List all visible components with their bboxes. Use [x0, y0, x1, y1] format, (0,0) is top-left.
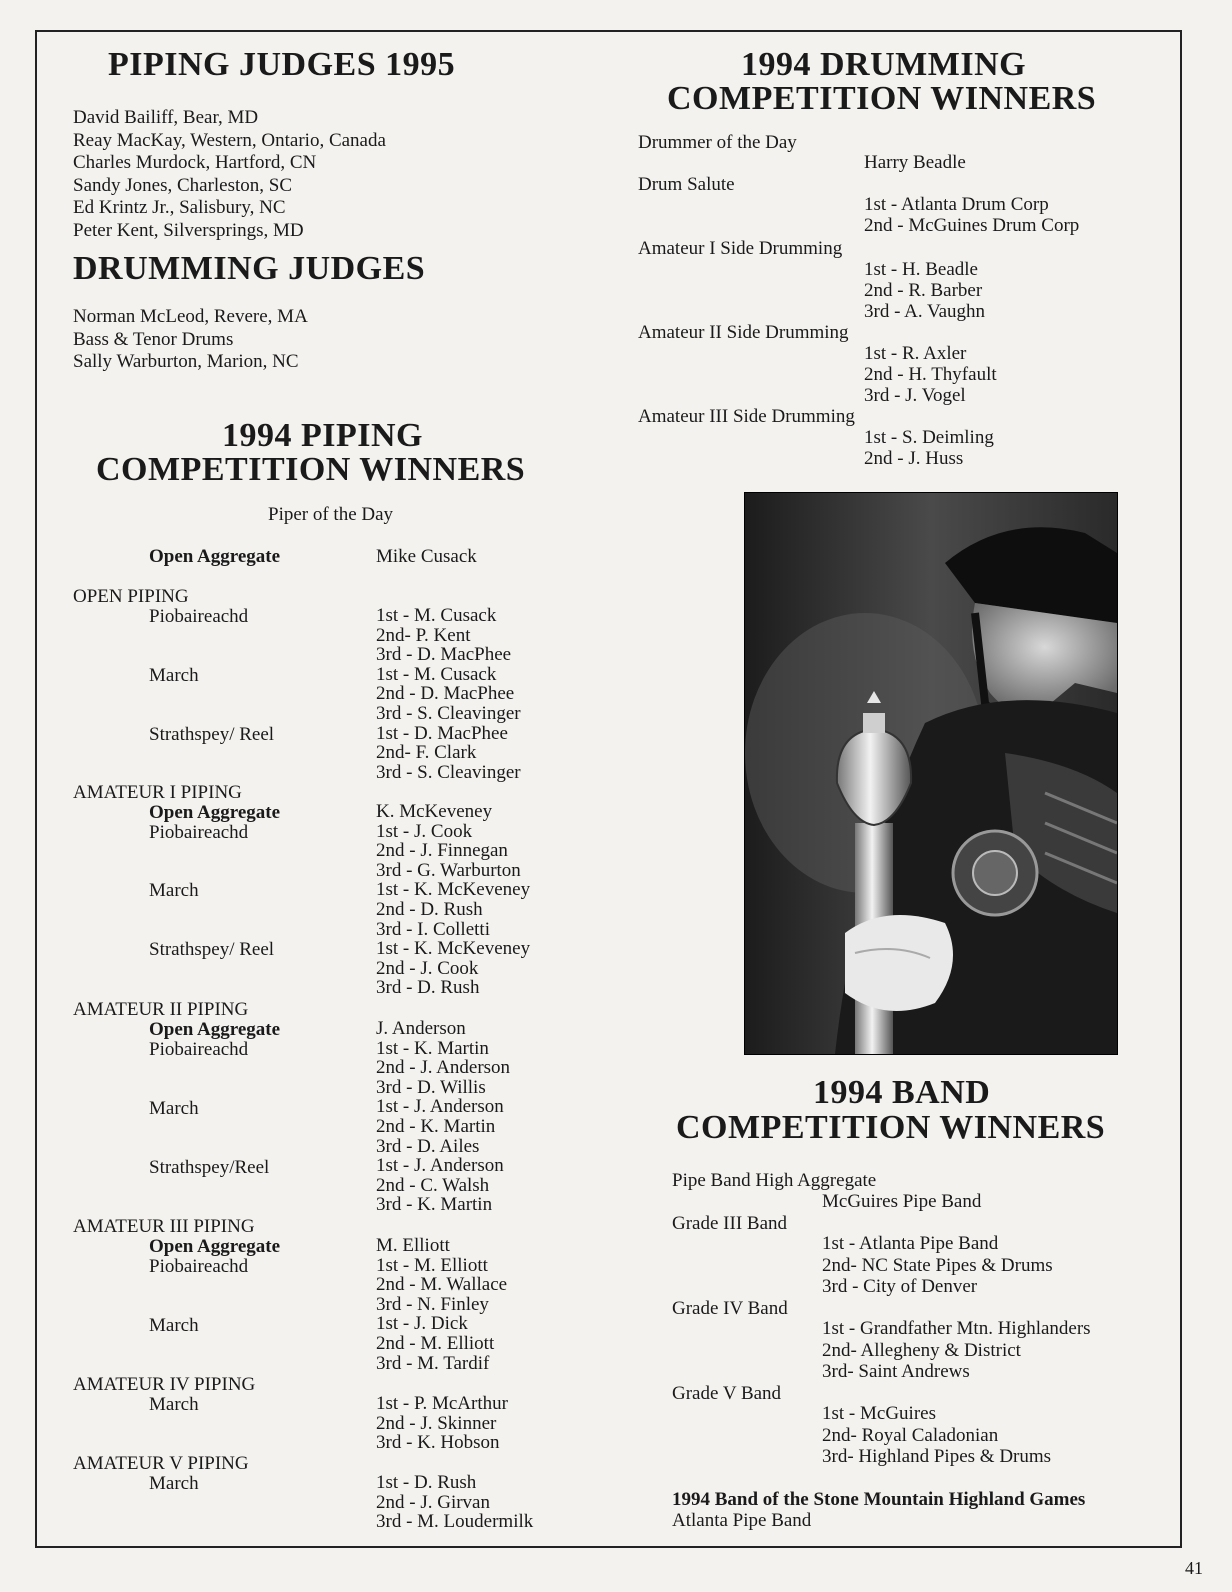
judge-name: David Bailiff, Bear, MD [73, 107, 259, 128]
result-item: 3rd - City of Denver [822, 1276, 978, 1297]
result-item: 3rd - M. Loudermilk [376, 1511, 534, 1533]
result-item: 3rd - D. Ailes [376, 1135, 480, 1157]
results-list [822, 1233, 1053, 1298]
result-item: 1st - K. Martin [376, 1037, 489, 1059]
result-item: 2nd - M. Elliott [376, 1332, 495, 1354]
drumming-judges-list [73, 306, 308, 374]
results-list [864, 427, 994, 469]
drum-major-illustration [745, 493, 1117, 1054]
result-item: 1st - M. Elliott [376, 1254, 488, 1276]
event-label: Piobaireachd [149, 606, 249, 627]
result-item: 3rd - K. Hobson [376, 1432, 500, 1454]
piper-of-day-label: Piper of the Day [268, 504, 394, 525]
aggregate-winner: K. McKeveney [376, 801, 493, 822]
result-item: 2nd- F. Clark [376, 742, 477, 764]
event-label: March [149, 665, 199, 686]
amateur2-heading: AMATEUR II PIPING [73, 999, 249, 1020]
result-item: 2nd- Allegheny & District [822, 1339, 1021, 1361]
result-item: 2nd- NC State Pipes & Drums [822, 1254, 1053, 1276]
band-winners-title-line2: COMPETITION WINNERS [676, 1109, 1106, 1146]
result-item: 3rd - I. Colletti [376, 918, 490, 940]
result-item: 2nd - J. Girvan [376, 1491, 490, 1513]
result-item: 1st - Atlanta Pipe Band [822, 1233, 999, 1254]
result-item: 1st - P. McArthur [376, 1393, 508, 1414]
judge-name: Sandy Jones, Charleston, SC [73, 174, 293, 196]
drummer-of-day-label: Drummer of the Day [638, 132, 797, 153]
amateur5-heading: AMATEUR V PIPING [73, 1453, 249, 1474]
high-aggregate-label: Pipe Band High Aggregate [672, 1170, 877, 1191]
grade4-label: Grade IV Band [672, 1298, 788, 1319]
result-item: 3rd - D. MacPhee [376, 644, 512, 666]
drumming-winners-title-line2: COMPETITION WINNERS [667, 80, 1097, 117]
aggregate-label: Open Aggregate [149, 1019, 281, 1040]
result-item: 3rd - D. Rush [376, 977, 480, 999]
result-item: 1st - K. McKeveney [376, 938, 531, 960]
results-list [822, 1403, 1051, 1468]
result-item: 3rd - D. Willis [376, 1076, 486, 1098]
drum-major-photo [744, 492, 1118, 1055]
results-list [864, 194, 1079, 236]
grade5-label: Grade V Band [672, 1383, 782, 1404]
result-item: 3rd - N. Finley [376, 1293, 489, 1315]
result-item: 2nd- P. Kent [376, 624, 471, 646]
drum-salute-label: Drum Salute [638, 174, 735, 195]
stone-mountain-winner: Atlanta Pipe Band [672, 1510, 812, 1531]
result-item: 2nd - J. Huss [864, 448, 964, 469]
result-item: 3rd - S. Cleavinger [376, 761, 521, 783]
result-item: 2nd - J. Anderson [376, 1057, 511, 1079]
event-label: Piobaireachd [149, 1256, 249, 1277]
event-label: Strathspey/Reel [149, 1157, 270, 1178]
results-list [864, 259, 985, 322]
results-list [376, 1019, 510, 1215]
result-item: 1st - J. Anderson [376, 1096, 504, 1118]
result-item: 3rd- Saint Andrews [822, 1361, 970, 1382]
result-item: 1st - J. Anderson [376, 1155, 504, 1177]
result-item: 1st - D. MacPhee [376, 722, 508, 744]
piping-judges-title: PIPING JUDGES 1995 [108, 46, 456, 83]
piping-winners-title-line1: 1994 PIPING [222, 417, 423, 454]
judge-name: Norman McLeod, Revere, MA [73, 306, 308, 327]
amateur3-heading: AMATEUR III PIPING [73, 1216, 255, 1237]
results-list [822, 1318, 1091, 1383]
result-item: 2nd - M. Wallace [376, 1274, 508, 1296]
result-item: 2nd - J. Cook [376, 957, 479, 979]
aggregate-winner: J. Anderson [376, 1018, 466, 1039]
result-item: 1st - J. Cook [376, 820, 473, 842]
event-label: March [149, 1473, 199, 1494]
event-label: Strathspey/ Reel [149, 939, 275, 960]
judge-name: Peter Kent, Silversprings, MD [73, 219, 304, 241]
result-item: 2nd - J. Finnegan [376, 840, 508, 862]
judge-name: Ed Krintz Jr., Salisbury, NC [73, 197, 286, 219]
results-list [376, 1394, 508, 1453]
judge-name: Sally Warburton, Marion, NC [73, 351, 299, 373]
result-item: 1st - R. Axler [864, 343, 967, 364]
result-item: 2nd - D. Rush [376, 898, 483, 920]
result-item: 2nd- Royal Caladonian [822, 1424, 999, 1446]
result-item: 2nd - J. Skinner [376, 1412, 497, 1434]
open-piping-heading: OPEN PIPING [73, 586, 189, 607]
result-item: 1st - H. Beadle [864, 259, 978, 280]
results-list [864, 343, 997, 406]
results-list [376, 606, 521, 782]
amateur4-heading: AMATEUR IV PIPING [73, 1374, 256, 1395]
result-item: 3rd - M. Tardif [376, 1352, 490, 1374]
result-item: 2nd - H. Thyfault [864, 364, 997, 385]
amateur1-drumming-label: Amateur I Side Drumming [638, 238, 843, 259]
result-item: 1st - M. Cusack [376, 663, 497, 685]
high-aggregate-winner: McGuires Pipe Band [822, 1191, 982, 1212]
judge-name: Bass & Tenor Drums [73, 328, 234, 350]
amateur1-heading: AMATEUR I PIPING [73, 782, 242, 803]
open-aggregate-label: Open Aggregate [149, 546, 281, 567]
result-item: 1st - D. Rush [376, 1472, 477, 1493]
result-item: 1st - McGuires [822, 1403, 936, 1424]
result-item: 2nd - R. Barber [864, 280, 983, 301]
result-item: 2nd - McGuines Drum Corp [864, 215, 1080, 236]
result-item: 3rd - S. Cleavinger [376, 702, 521, 724]
result-item: 1st - J. Dick [376, 1313, 468, 1335]
event-label: Strathspey/ Reel [149, 724, 275, 745]
event-label: Piobaireachd [149, 1039, 249, 1060]
results-list [376, 1473, 533, 1532]
result-item: 1st - K. McKeveney [376, 879, 531, 901]
result-item: 2nd - K. Martin [376, 1115, 496, 1137]
drumming-winners-title-line1: 1994 DRUMMING [741, 46, 1027, 83]
event-label: March [149, 1394, 199, 1415]
page-number: 41 [1185, 1558, 1203, 1578]
results-list [376, 1236, 507, 1373]
aggregate-label: Open Aggregate [149, 802, 281, 823]
result-item: 3rd - A. Vaughn [864, 301, 986, 322]
aggregate-winner: M. Elliott [376, 1235, 450, 1256]
judge-name: Reay MacKay, Western, Ontario, Canada [73, 129, 386, 151]
result-item: 3rd - G. Warburton [376, 859, 521, 881]
aggregate-label: Open Aggregate [149, 1236, 281, 1257]
result-item: 1st - S. Deimling [864, 427, 994, 448]
result-item: 3rd - K. Martin [376, 1194, 493, 1216]
result-item: 1st - M. Cusack [376, 605, 497, 626]
result-item: 3rd- Highland Pipes & Drums [822, 1446, 1052, 1467]
result-item: 1st - Grandfather Mtn. Highlanders [822, 1318, 1091, 1339]
event-label: March [149, 1098, 199, 1119]
band-winners-title-line1: 1994 BAND [813, 1074, 991, 1111]
judge-name: Charles Murdock, Hartford, CN [73, 152, 317, 174]
drummer-of-day-winner: Harry Beadle [864, 152, 966, 173]
open-aggregate-winner: Mike Cusack [376, 546, 477, 567]
amateur3-drumming-label: Amateur III Side Drumming [638, 406, 855, 427]
result-item: 2nd - C. Walsh [376, 1174, 490, 1196]
result-item: 2nd - D. MacPhee [376, 683, 515, 705]
grade3-label: Grade III Band [672, 1213, 788, 1234]
event-label: March [149, 1315, 199, 1336]
piping-winners-title-line2: COMPETITION WINNERS [96, 451, 526, 488]
stone-mountain-label: 1994 Band of the Stone Mountain Highland Games [672, 1489, 1086, 1510]
drumming-judges-title: DRUMMING JUDGES [73, 250, 426, 287]
event-label: Piobaireachd [149, 822, 249, 843]
event-label: March [149, 880, 199, 901]
piping-judges-list [73, 107, 386, 243]
results-list [376, 802, 530, 998]
result-item: 1st - Atlanta Drum Corp [864, 194, 1049, 215]
amateur2-drumming-label: Amateur II Side Drumming [638, 322, 849, 343]
result-item: 3rd - J. Vogel [864, 385, 966, 406]
